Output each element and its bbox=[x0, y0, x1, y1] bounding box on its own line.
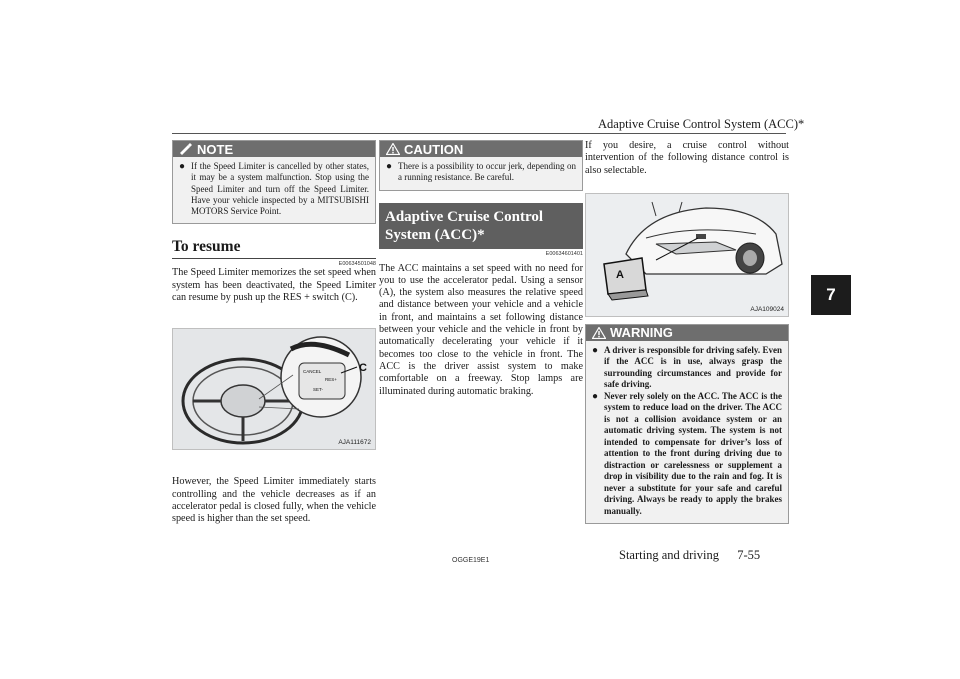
chapter-tab: 7 bbox=[811, 275, 851, 315]
running-header: Adaptive Cruise Control System (ACC)* bbox=[598, 117, 805, 131]
vehicle-front-illustration bbox=[586, 194, 788, 316]
warning-label: WARNING bbox=[610, 325, 673, 341]
bullet-dot-icon: ● bbox=[179, 161, 186, 172]
title-rule bbox=[172, 258, 376, 259]
banner-line-1: Adaptive Cruise Control bbox=[385, 208, 544, 225]
note-label: NOTE bbox=[197, 141, 234, 157]
warning-text-1: A driver is responsible for driving safely. Even if the ACC is in use, always grasp the surrounding circumstances and provide for safe driving. bbox=[604, 344, 782, 390]
banner-line-2: System (ACC)* bbox=[385, 226, 485, 243]
caution-box bbox=[379, 140, 583, 191]
warning-header bbox=[586, 325, 788, 341]
callout-a: A bbox=[616, 268, 624, 281]
callout-c: C bbox=[359, 362, 367, 375]
header-rule bbox=[172, 133, 786, 134]
resume-paragraph: The Speed Limiter memorizes the set speed when system has been deactivated, the Speed Limiter can resume by push up the RES + switch (C). bbox=[172, 267, 376, 304]
section-title-resume: To resume bbox=[172, 238, 241, 256]
bullet-dot-icon: ● bbox=[592, 344, 599, 356]
footer-section: Starting and driving bbox=[619, 548, 719, 562]
list-item bbox=[592, 391, 782, 518]
figure-code: AJA109024 bbox=[750, 305, 784, 313]
warning-triangle-icon bbox=[592, 327, 606, 339]
acc-section-banner bbox=[379, 203, 583, 249]
bullet-dot-icon: ● bbox=[592, 390, 599, 402]
list-item bbox=[592, 345, 782, 391]
footer-code: OGGE19E1 bbox=[452, 557, 490, 564]
column-left bbox=[172, 140, 376, 526]
switch-label-res: RES+ bbox=[325, 377, 337, 383]
warning-text-2: Never rely solely on the ACC. The ACC is the system to reduce load on the driver. The ACC is not a collision avoidance system or an automatic driving system. The system is not intended to compensate for driver’s loss of attention to the front during driving due to distraction or carelessness or supplement a drop in visibility due to the rain and fog. It is never a substitute for your safe and careful driving. Always be ready to apply the brakes manually. bbox=[604, 390, 782, 516]
switch-label-cancel: CANCEL bbox=[303, 369, 322, 375]
footer-page bbox=[619, 548, 760, 563]
column-right bbox=[585, 140, 789, 524]
caution-label: CAUTION bbox=[404, 141, 464, 157]
steering-wheel-figure bbox=[172, 328, 376, 450]
acc-paragraph: The ACC maintains a set speed with no need for you to use the accelerator pedal. Using a sensor (A), the system also measures the relative speed and distance between your vehicle and a vehicle in front, and maintains a set following distance between your vehicle and the vehicle in front by automatically decelerating your vehicle if it becomes too close to the vehicle in front. The ACC is the driver assist system to make comfortable on a freeway. Stop lamps are illuminated during automatic braking. bbox=[379, 262, 583, 397]
figure-code: AJA111672 bbox=[338, 439, 371, 447]
warning-body bbox=[586, 341, 788, 524]
note-text: If the Speed Limiter is cancelled by other states, it may be a system malfunction. Stop using the Speed Limiter and turn off the Speed Limiter. Have your vehicle inspected by a MITSUBISHI MOTORS Service Point. bbox=[191, 161, 369, 217]
steering-wheel-illustration bbox=[173, 329, 375, 449]
caution-triangle-icon bbox=[386, 143, 400, 155]
after-figure-paragraph: However, the Speed Limiter immediately starts controlling and the vehicle decreases as if an accelerator pedal is closed fully, when the vehicle speed is higher than the set speed. bbox=[172, 476, 376, 525]
section-code: E00634501048 bbox=[338, 261, 376, 268]
column-middle bbox=[379, 140, 583, 398]
list-item bbox=[179, 161, 369, 217]
caution-text: There is a possibility to occur jerk, depending on a running resistance. Be careful. bbox=[398, 161, 576, 183]
note-header bbox=[173, 141, 375, 157]
bullet-dot-icon: ● bbox=[386, 161, 393, 172]
note-pen-icon bbox=[179, 143, 193, 155]
footer-page-number: 7-55 bbox=[737, 548, 761, 562]
section-code: E00634601401 bbox=[545, 250, 583, 257]
note-body bbox=[173, 157, 375, 223]
switch-label-set: SET- bbox=[313, 387, 324, 393]
warning-box bbox=[585, 324, 789, 525]
note-box bbox=[172, 140, 376, 224]
caution-body bbox=[380, 157, 582, 190]
vehicle-sensor-figure bbox=[585, 193, 789, 317]
intro-paragraph: If you desire, a cruise control without intervention of the following distance control is also selectable. bbox=[585, 140, 789, 176]
list-item bbox=[386, 161, 576, 184]
caution-header bbox=[380, 141, 582, 157]
